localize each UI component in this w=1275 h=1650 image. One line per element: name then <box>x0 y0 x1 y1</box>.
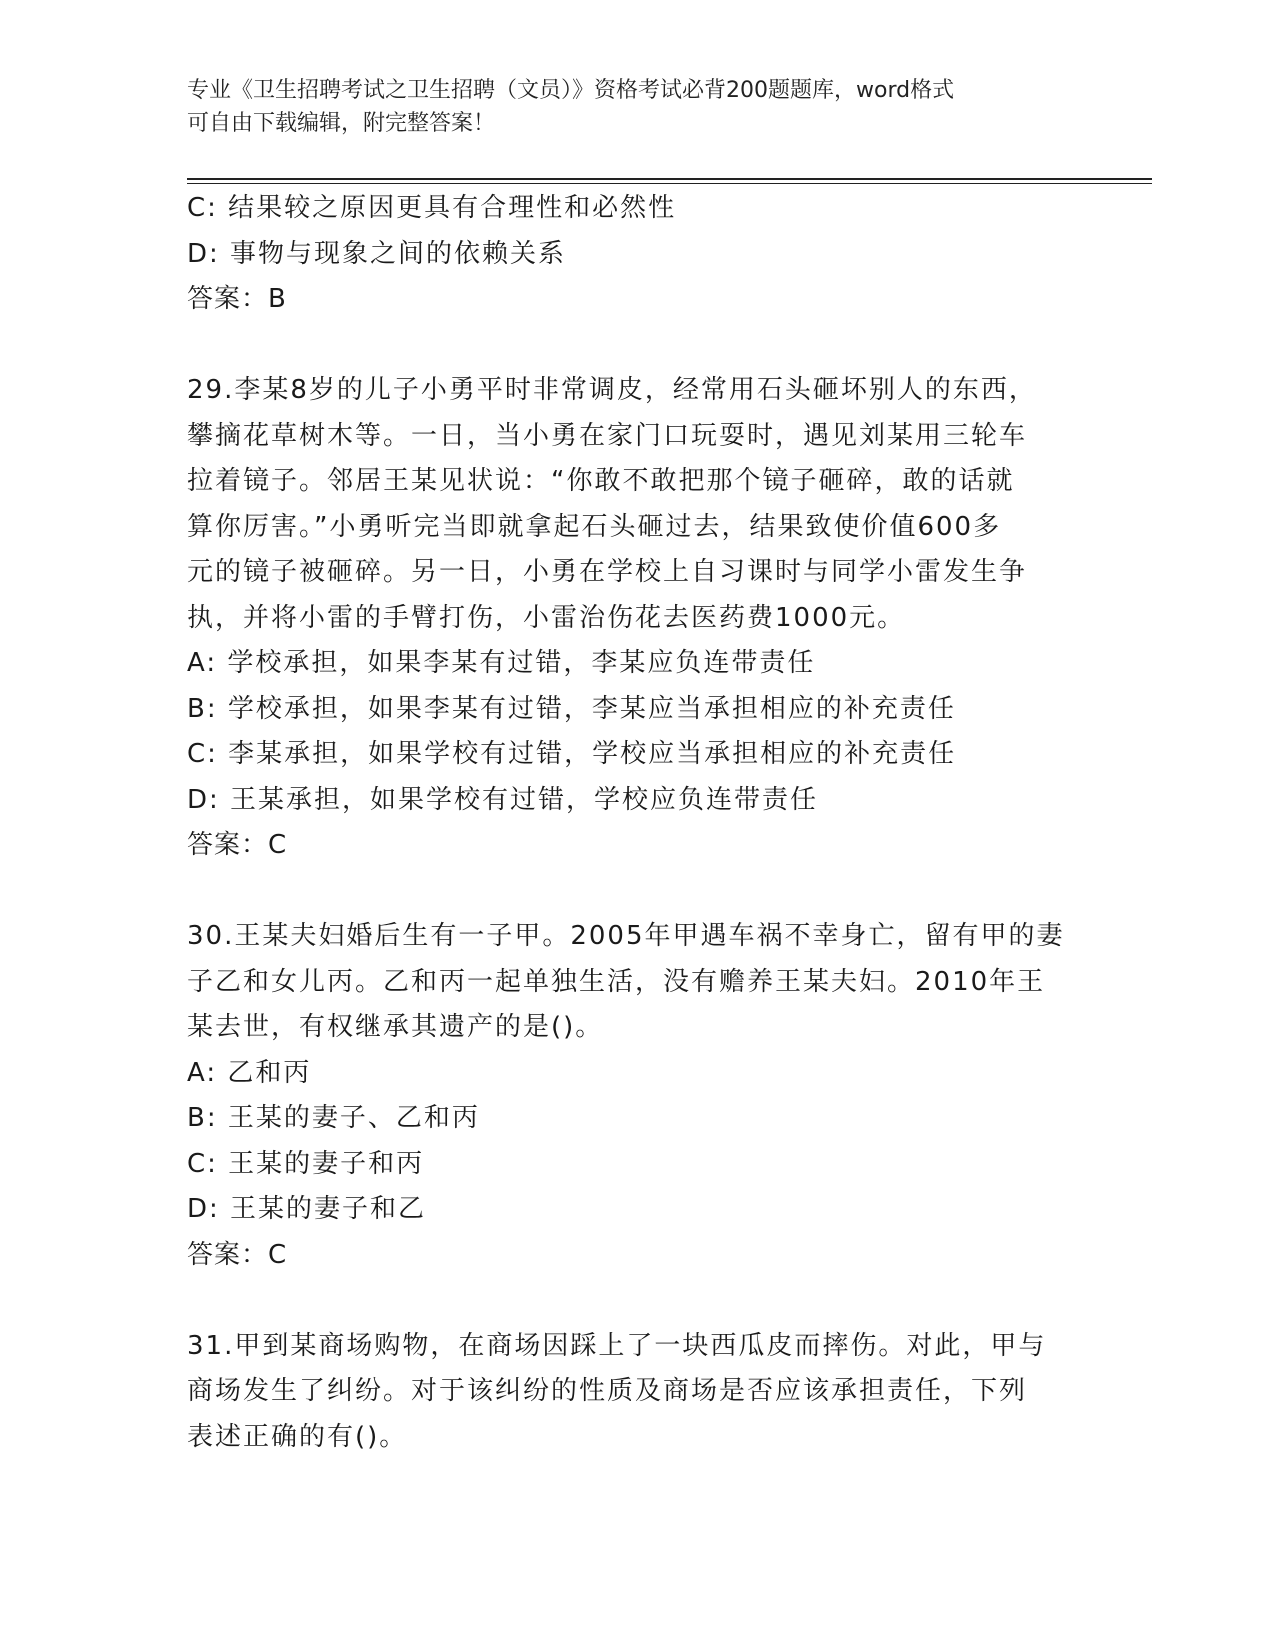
page-header <box>187 74 1067 140</box>
option-c: C: 李某承担，如果学校有过错，学校应当承担相应的补充责任 <box>187 739 957 769</box>
question-stem-line: 29.李某8岁的儿子小勇平时非常调皮，经常用石头砸坏别人的东西， <box>187 375 1037 405</box>
option-c: C: 结果较之原因更具有合理性和必然性 <box>187 193 677 223</box>
question-29 <box>187 368 1087 869</box>
option-b: B: 王某的妻子、乙和丙 <box>187 1103 480 1133</box>
answer-line: 答案：C <box>187 830 288 860</box>
spacer <box>187 1278 1087 1324</box>
spacer <box>187 323 1087 369</box>
question-stem-line: 30.王某夫妇婚后生有一子甲。2005年甲遇车祸不幸身亡，留有甲的妻 <box>187 921 1065 951</box>
answer-line: 答案：B <box>187 284 287 314</box>
question-31 <box>187 1324 1087 1461</box>
option-d: D: 王某承担，如果学校有过错，学校应负连带责任 <box>187 784 819 815</box>
question-stem-line: 执，并将小雷的手臂打伤，小雷治伤花去医药费1000元。 <box>187 602 906 633</box>
question-stem-line: 攀摘花草树木等。一日，当小勇在家门口玩耍时，遇见刘某用三轮车 <box>187 420 1028 451</box>
question-stem-line: 元的镜子被砸碎。另一日，小勇在学校上自习课时与同学小雷发生争 <box>187 557 1028 587</box>
header-rule-thin <box>187 183 1152 184</box>
option-b: B: 学校承担，如果李某有过错，李某应当承担相应的补充责任 <box>187 693 956 724</box>
answer-line: 答案：C <box>187 1239 288 1270</box>
option-a: A: 乙和丙 <box>187 1057 312 1088</box>
spacer <box>187 869 1087 915</box>
question-stem-line: 某去世，有权继承其遗产的是()。 <box>187 1012 604 1042</box>
question-stem-line: 商场发生了纠纷。对于该纠纷的性质及商场是否应该承担责任，下列 <box>187 1376 1028 1406</box>
question-stem-line: 拉着镜子。邻居王某见状说：“你敢不敢把那个镜子砸碎，敢的话就 <box>187 466 1015 496</box>
question-content <box>187 186 1087 1460</box>
header-line-2: 可自由下载编辑，附完整答案！ <box>187 111 496 136</box>
question-stem-line: 31.甲到某商场购物，在商场因踩上了一块西瓜皮而摔伤。对此，甲与 <box>187 1330 1047 1361</box>
prev-question-tail <box>187 186 1087 323</box>
question-stem-line: 表述正确的有()。 <box>187 1421 408 1452</box>
question-30 <box>187 914 1087 1278</box>
header-rule-thick <box>187 178 1152 180</box>
option-d: D: 王某的妻子和乙 <box>187 1194 427 1224</box>
option-a: A: 学校承担，如果李某有过错，李某应负连带责任 <box>187 648 816 678</box>
question-stem-line: 子乙和女儿丙。乙和丙一起单独生活，没有赡养王某夫妇。2010年王 <box>187 966 1046 997</box>
option-d: D: 事物与现象之间的依赖关系 <box>187 238 567 269</box>
question-stem-line: 算你厉害。”小勇听完当即就拿起石头砸过去，结果致使价值600多 <box>187 511 1002 542</box>
header-line-1: 专业《卫生招聘考试之卫生招聘（文员）》资格考试必背200题题库，word格式 <box>187 78 955 103</box>
option-c: C: 王某的妻子和丙 <box>187 1148 425 1179</box>
